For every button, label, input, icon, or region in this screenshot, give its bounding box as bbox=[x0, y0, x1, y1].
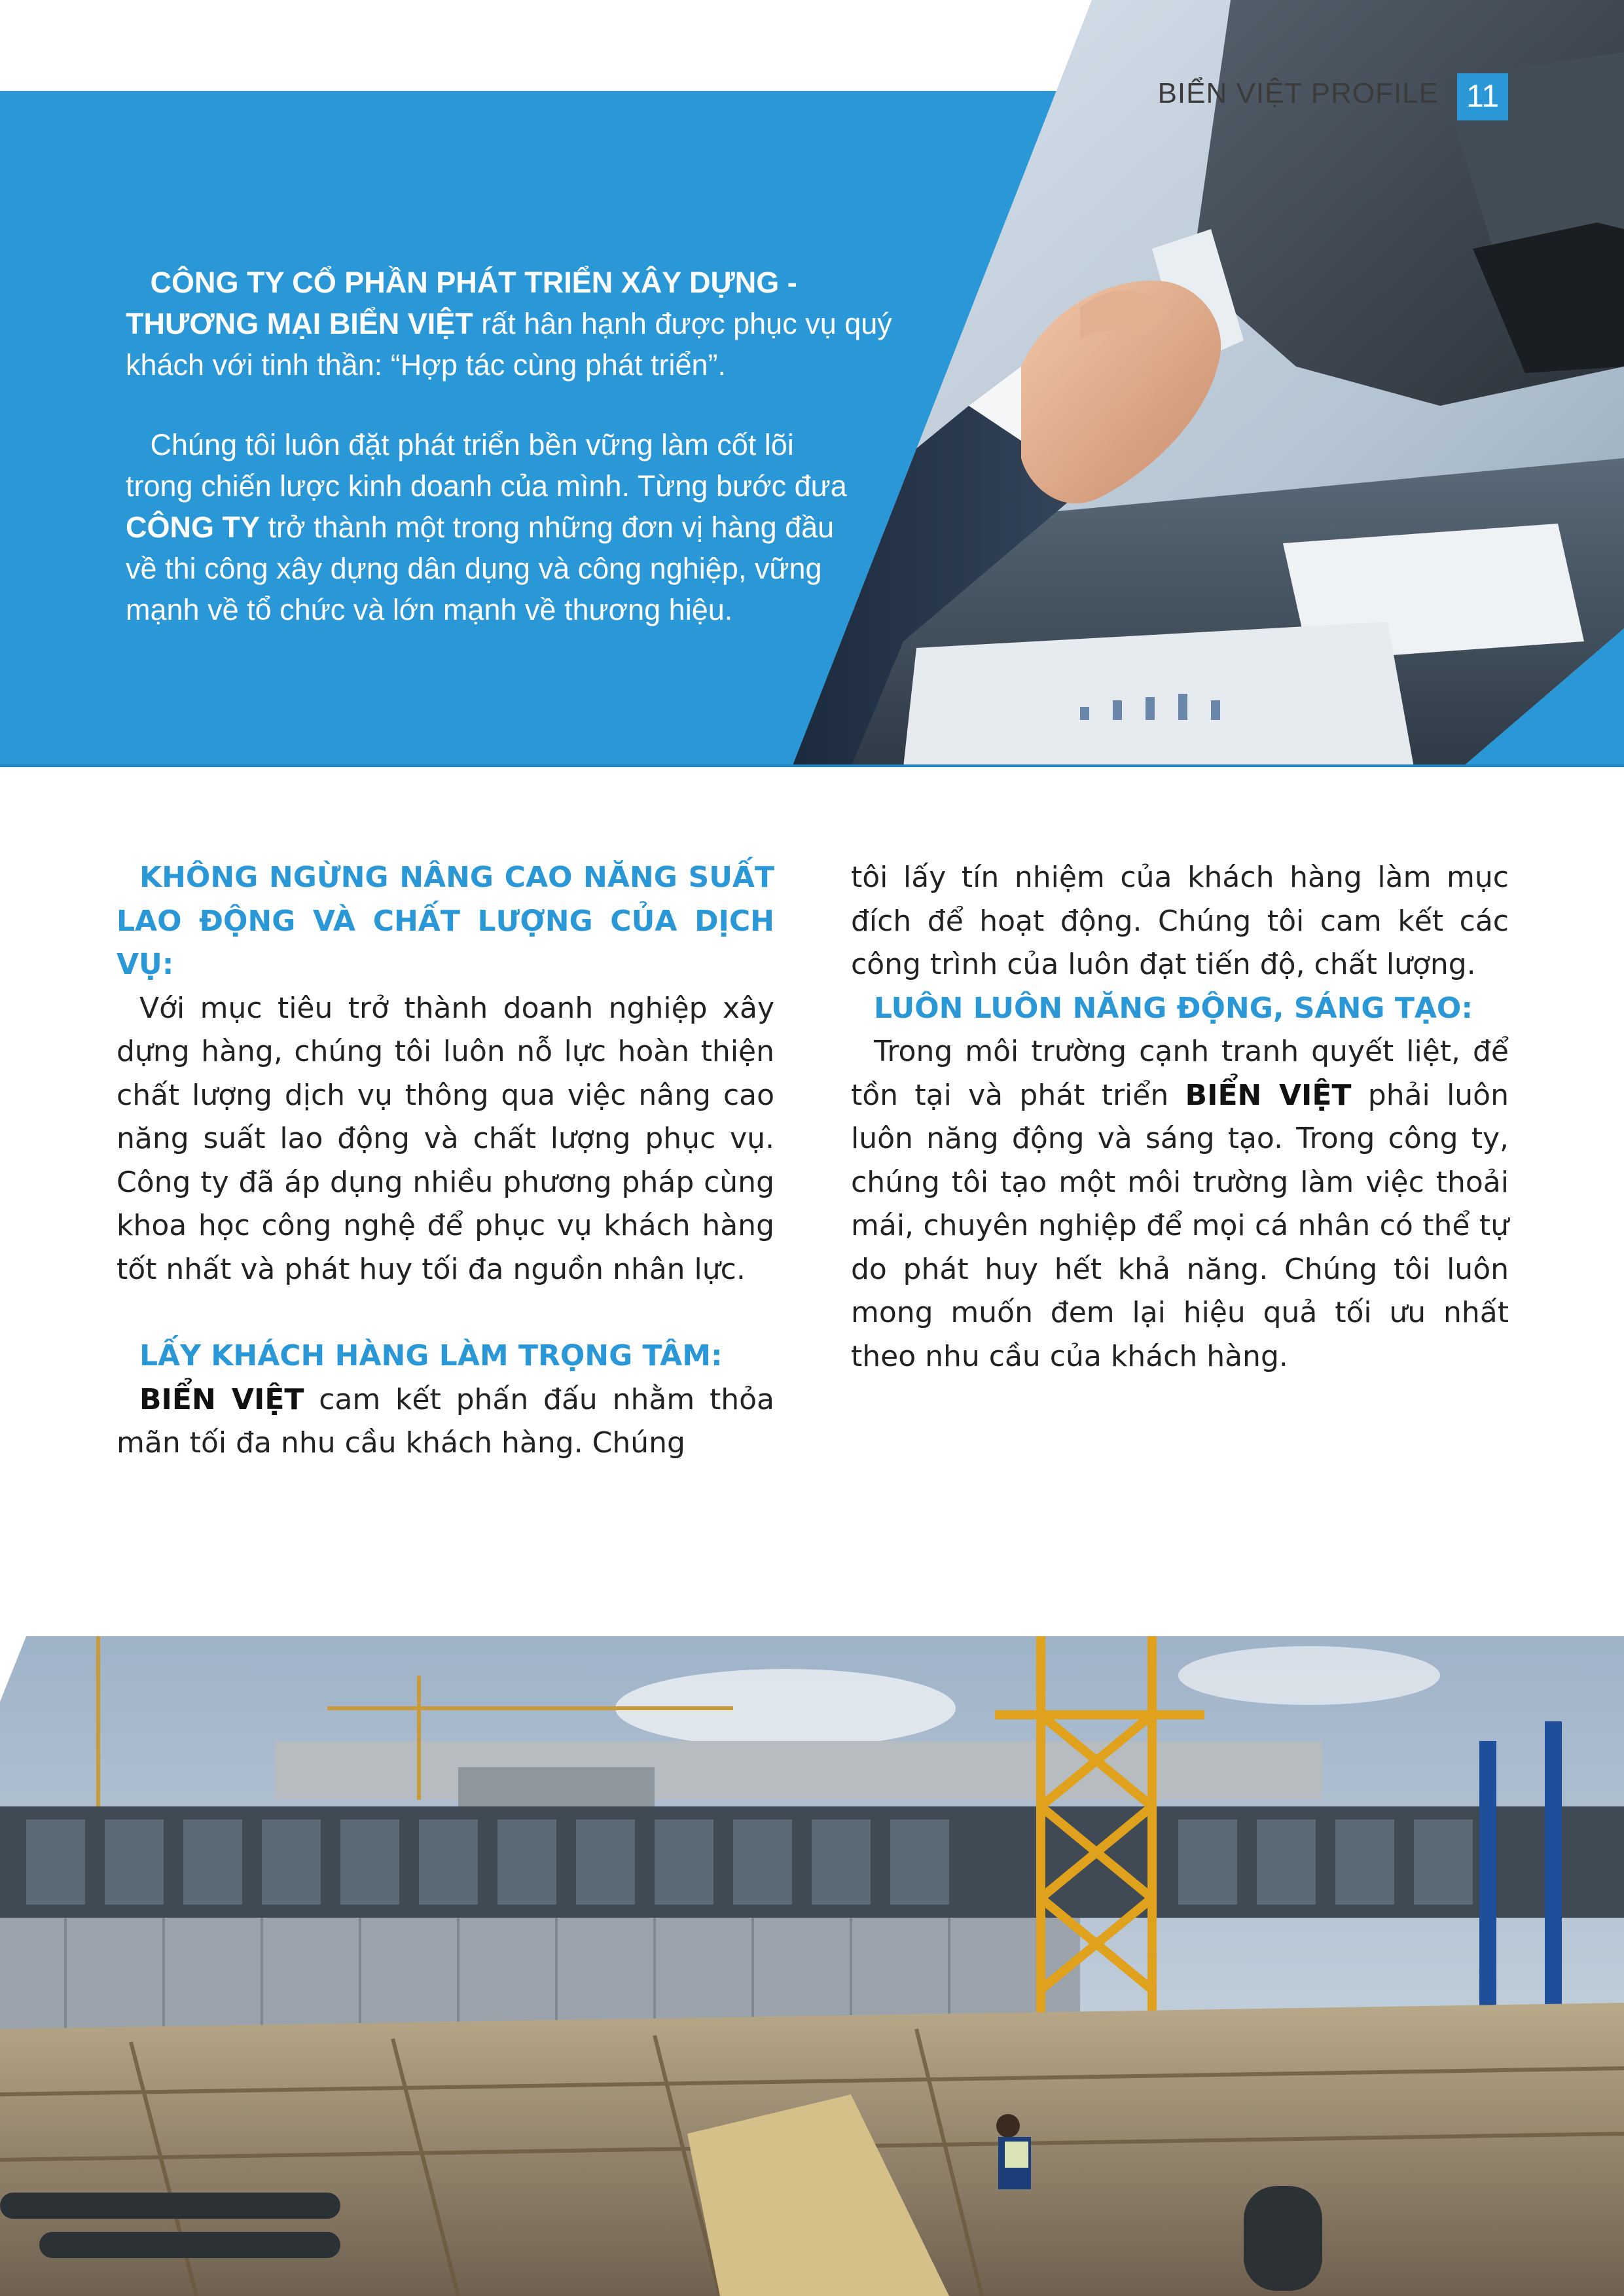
spacer bbox=[117, 1291, 774, 1335]
intro-p1-text: rất hân hạnh được phục vụ quý khách với tinh thần: “Hợp tác cùng phát triển”. bbox=[126, 307, 892, 382]
section-body-creativity bbox=[851, 1030, 1509, 1378]
intro-p2-text-a: Chúng tôi luôn đặt phát triển bền vững làm cốt lõi trong chiến lược kinh doanh của mình. Từng bước đưa bbox=[126, 428, 847, 503]
section-heading-creativity: LUÔN LUÔN NĂNG ĐỘNG, SÁNG TẠO: bbox=[874, 991, 1473, 1025]
creativity-text-a: Trong môi trường cạnh tranh quyết liệt, để tồn tại và phát triển bbox=[851, 1035, 1509, 1112]
brand-name: BIỂN VIỆT bbox=[1185, 1078, 1352, 1112]
body-column-left bbox=[117, 856, 774, 1465]
section-heading-productivity: KHÔNG NGỪNG NÂNG CAO NĂNG SUẤT LAO ĐỘNG VÀ CHẤT LƯỢNG CỦA DỊCH VỤ: bbox=[117, 861, 774, 981]
section-body-customer-focus bbox=[117, 1378, 774, 1465]
company-name: CÔNG TY CỔ PHẦN PHÁT TRIỂN XÂY DỰNG - THƯƠNG MẠI BIỂN VIỆT bbox=[126, 266, 797, 340]
brand-name: BIỂN VIỆT bbox=[139, 1382, 304, 1416]
page-number-badge: 11 bbox=[1457, 73, 1508, 120]
intro-p2-bold: CÔNG TY bbox=[126, 511, 261, 544]
customer-focus-text-a: cam kết phấn đấu nhằm thỏa mãn tối đa nhu cầu khách hàng. Chúng bbox=[117, 1382, 774, 1460]
profile-header-label: BIỂN VIỆT PROFILE bbox=[1157, 77, 1439, 109]
section-body-productivity: Với mục tiêu trở thành doanh nghiệp xây dựng hàng, chúng tôi luôn nỗ lực hoàn thiện chất lượng dịch vụ thông qua việc nâng cao năng suất lao động và chất lượng phục vụ. Công ty đã áp dụng nhiều phương pháp cùng khoa học công nghệ để phục vụ khách hàng tốt nhất và phát huy tối đa nguồn nhân lực. bbox=[117, 991, 774, 1286]
section-body-customer-focus-cont: tôi lấy tín nhiệm của khách hàng làm mục đích để hoạt động. Chúng tôi cam kết các công trình của luôn đạt tiến độ, chất lượng. bbox=[851, 861, 1509, 981]
intro-paragraph-1 bbox=[126, 262, 931, 386]
section-heading-customer-focus: LẤY KHÁCH HÀNG LÀM TRỌNG TÂM: bbox=[139, 1339, 723, 1372]
band-divider bbox=[0, 764, 1624, 767]
construction-site-photo bbox=[0, 1636, 1624, 2296]
intro-paragraph-2 bbox=[126, 424, 859, 630]
intro-p2-text-b: trở thành một trong những đơn vị hàng đầu về thi công xây dựng dân dụng và công nghiệp, vững mạnh về tổ chức và lớn mạnh về thương hiệu. bbox=[126, 511, 835, 626]
body-column-right bbox=[851, 856, 1509, 1378]
creativity-text-b: phải luôn luôn năng động và sáng tạo. Trong công ty, chúng tôi tạo một môi trường làm việc thoải mái, chuyên nghiệp để mọi cá nhân có thể tự do phát huy hết khả năng. Chúng tôi luôn mong muốn đem lại hiệu quả tối ưu nhất theo nhu cầu của khách hàng. bbox=[851, 1078, 1509, 1373]
